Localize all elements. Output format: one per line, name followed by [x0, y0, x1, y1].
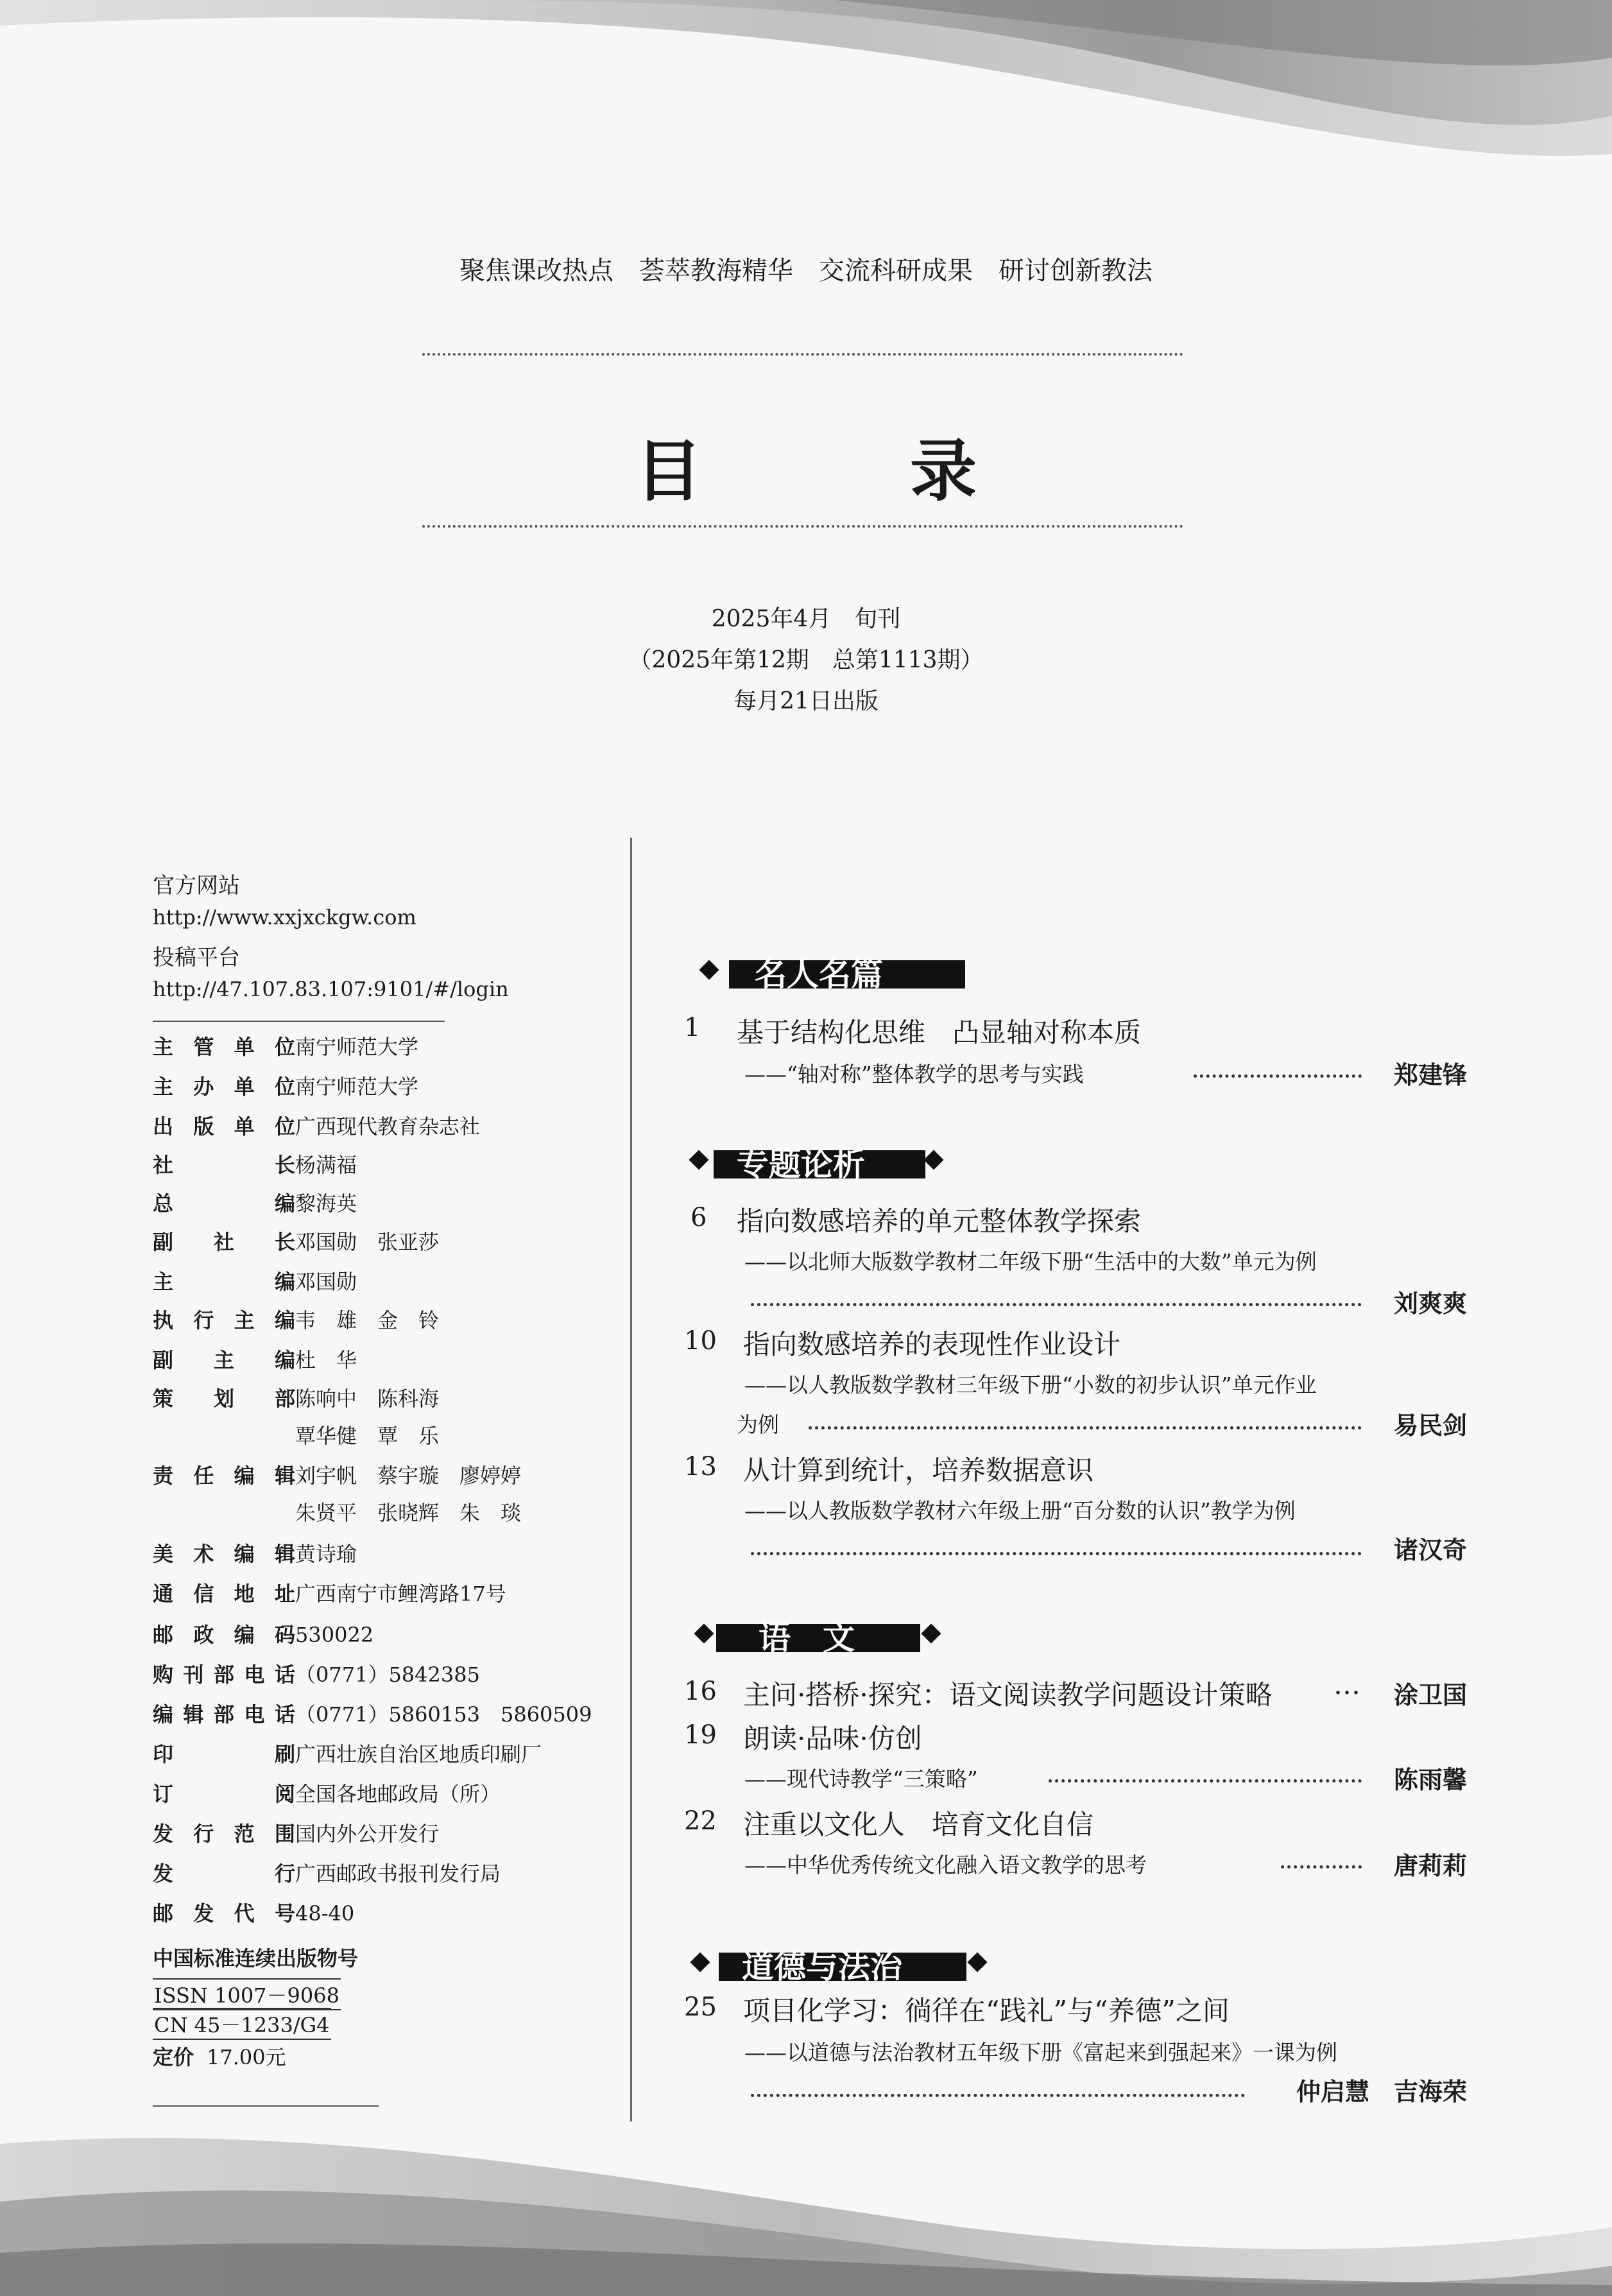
price-value: 17.00元	[207, 2045, 286, 2069]
issn	[153, 1978, 341, 2010]
toc-title[interactable]: 注重以文化人 培育文化自信	[743, 1809, 1094, 1840]
website-label: 官方网站	[153, 873, 240, 899]
info-row	[153, 1226, 439, 1256]
issue-number: （2025年第12期 总第1113期）	[628, 647, 984, 673]
info-row	[153, 1738, 542, 1768]
info-row	[153, 1778, 501, 1808]
info-label: 通信地址	[153, 1582, 295, 1606]
info-label: 主编	[153, 1270, 295, 1294]
issue-date: 2025年4月 旬刊	[711, 606, 901, 632]
toc-page: 19	[684, 1720, 717, 1750]
toc-author: 易民剑	[1393, 1411, 1467, 1440]
toc-leader	[751, 2094, 1245, 2097]
info-label: 美术编辑	[153, 1542, 295, 1566]
info-row	[153, 1698, 592, 1728]
toc-page: 6	[690, 1203, 707, 1232]
toc-title[interactable]: 朗读·品味·仿创	[743, 1723, 922, 1754]
submit-url[interactable]: http://47.107.83.107:9101/#/login	[153, 977, 509, 1001]
info-value: 黄诗瑜	[295, 1542, 357, 1566]
info-value: 全国各地邮政局（所）	[295, 1782, 501, 1806]
toc-ellipsis: …	[1333, 1669, 1360, 1700]
info-value: 黎海英	[295, 1191, 357, 1216]
info-row	[153, 1187, 357, 1217]
toc-subtitle: ——现代诗教学“三策略”	[744, 1766, 978, 1791]
toc-author: 刘爽爽	[1393, 1289, 1467, 1318]
info-value: 广西壮族自治区地质印刷厂	[295, 1742, 542, 1766]
submit-label: 投稿平台	[153, 945, 240, 971]
toc-leader	[809, 1426, 1362, 1429]
toc-subtitle: ——“轴对称”整体教学的思考与实践	[744, 1062, 1084, 1087]
info-label: 社长	[153, 1153, 295, 1177]
info-row	[153, 1149, 357, 1178]
toc-leader	[751, 1303, 1362, 1306]
std-number-label: 中国标准连续出版物号	[153, 1946, 359, 1971]
toc-title[interactable]: 项目化学习：徜徉在“践礼”与“养德”之间	[743, 1995, 1230, 2026]
info-label: 邮发代号	[153, 1901, 295, 1926]
toc-leader	[751, 1552, 1362, 1555]
info-value: 陈响中 陈科海	[295, 1386, 440, 1411]
info-row	[153, 1858, 501, 1887]
slogan: 聚焦课改热点 荟萃教海精华 交流科研成果 研讨创新教法	[459, 256, 1153, 286]
toc-leader	[1049, 1779, 1362, 1782]
toc-page: 22	[684, 1806, 717, 1836]
toc-author: 诸汉奇	[1393, 1535, 1467, 1564]
info-value: 南宁师范大学	[295, 1035, 419, 1059]
price-row	[153, 2041, 286, 2071]
diamond-icon	[689, 1150, 708, 1170]
info-row	[153, 1538, 357, 1567]
toc-author: 陈雨馨	[1393, 1765, 1467, 1794]
info-row	[153, 1578, 506, 1607]
toc-author: 郑建锋	[1393, 1060, 1467, 1089]
info-row	[153, 1304, 439, 1334]
toc-title[interactable]: 主问·搭桥·探究：语文阅读教学问题设计策略	[743, 1679, 1273, 1711]
diamond-icon	[967, 1952, 987, 1972]
info-value: 朱贤平 张晓辉 朱 琰	[295, 1501, 522, 1525]
toc-subtitle: ——以人教版数学教材三年级下册“小数的初步认识”单元作业	[744, 1372, 1317, 1397]
toc-title[interactable]: 基于结构化思维 凸显轴对称本质	[737, 1017, 1142, 1048]
info-value: 南宁师范大学	[295, 1075, 419, 1099]
issn-value: ISSN 1007－9068	[153, 1978, 341, 2010]
toc-title[interactable]: 从计算到统计，培养数据意识	[743, 1454, 1094, 1486]
info-value: 杜 华	[295, 1348, 357, 1372]
info-rule	[153, 1021, 445, 1022]
info-row	[153, 1110, 480, 1140]
toc-title[interactable]: 指向数感培养的单元整体教学探索	[737, 1205, 1142, 1237]
toc-page: 13	[684, 1452, 717, 1481]
info-row	[153, 1659, 480, 1688]
info-value: 广西南宁市鲤湾路17号	[295, 1582, 506, 1606]
info-label: 执行主编	[153, 1308, 295, 1333]
info-label: 邮政编码	[153, 1623, 295, 1647]
toc-author: 涂卫国	[1393, 1680, 1467, 1709]
divider-top	[422, 353, 1183, 356]
info-label: 发行范围	[153, 1822, 295, 1846]
info-label: 编辑部电话	[153, 1702, 295, 1727]
info-value: 邓国勋	[295, 1270, 357, 1294]
toc-page: 25	[684, 1992, 717, 2022]
info-label: 主办单位	[153, 1075, 295, 1099]
info-row	[153, 1071, 418, 1100]
toc-leader	[1194, 1075, 1362, 1078]
divider-bottom	[422, 525, 1183, 528]
info-label: 发行	[153, 1861, 295, 1886]
info-value: 48-40	[295, 1901, 355, 1926]
info-row	[153, 1266, 357, 1295]
column-divider	[630, 838, 632, 2121]
cn-value: CN 45－1233/G4	[153, 2008, 331, 2040]
toc-subtitle: ——以道德与法治教材五年级下册《富起来到强起来》一课为例	[744, 2040, 1337, 2065]
info-label: 总编	[153, 1191, 295, 1216]
info-row	[153, 1031, 418, 1060]
info-value: （0771）5860153 5860509	[295, 1702, 592, 1727]
info-row	[153, 1818, 439, 1847]
price-label: 定价	[153, 2045, 194, 2069]
page-title: 目 录	[635, 432, 1047, 510]
toc-subtitle: ——中华优秀传统文化融入语文教学的思考	[744, 1852, 1147, 1877]
info-value: 覃华健 覃 乐	[295, 1424, 440, 1448]
info-row	[153, 1383, 439, 1412]
info-value: 邓国勋 张亚莎	[295, 1230, 440, 1254]
diamond-icon	[699, 960, 719, 980]
info-label: 购刊部电话	[153, 1662, 295, 1687]
info-value: （0771）5842385	[295, 1662, 480, 1687]
toc-author: 唐莉莉	[1393, 1851, 1467, 1880]
info-row	[153, 1497, 521, 1526]
top-wave-decoration	[0, 0, 1612, 180]
info-row	[153, 1460, 521, 1489]
diamond-icon	[694, 1623, 714, 1643]
info-label: 印刷	[153, 1742, 295, 1766]
info-value: 广西邮政书报刊发行局	[295, 1861, 501, 1886]
toc-subtitle: ——以人教版数学教材六年级上册“百分数的认识”教学为例	[744, 1498, 1296, 1523]
website-url[interactable]: http://www.xxjxckgw.com	[153, 905, 416, 929]
diamond-icon	[690, 1952, 710, 1972]
info-value: 杨满福	[295, 1153, 357, 1177]
info-value: 刘宇帆 蔡宇璇 廖婷婷	[295, 1463, 522, 1488]
toc-leader	[1281, 1865, 1362, 1869]
toc-title[interactable]: 指向数感培养的表现性作业设计	[743, 1329, 1121, 1360]
info-row	[153, 1619, 373, 1648]
info-row	[153, 1344, 357, 1374]
diamond-icon	[921, 1623, 941, 1643]
info-label: 责任编辑	[153, 1463, 295, 1488]
toc-subtitle: ——以北师大版数学教材二年级下册“生活中的大数”单元为例	[744, 1249, 1317, 1274]
section-label: 道德与法治	[742, 1948, 902, 1985]
section-label: 语 文	[759, 1619, 855, 1657]
info-label: 副社长	[153, 1230, 295, 1254]
info-label: 主管单位	[153, 1035, 295, 1059]
info-label: 副主编	[153, 1348, 295, 1372]
publish-day: 每月21日出版	[733, 688, 879, 714]
toc-page: 16	[684, 1677, 717, 1706]
info-row	[153, 1420, 439, 1449]
info-value: 530022	[295, 1623, 374, 1647]
info-row	[153, 1897, 354, 1927]
info-value: 韦 雄 金 铃	[295, 1308, 440, 1333]
section-label: 专题论析	[737, 1146, 865, 1183]
info-value: 广西现代教育杂志社	[295, 1114, 481, 1139]
toc-page: 1	[684, 1013, 701, 1042]
info-rule-bottom	[153, 2105, 379, 2107]
info-label: 订阅	[153, 1782, 295, 1806]
bottom-wave-decoration	[0, 2093, 1612, 2296]
cn	[153, 2008, 331, 2040]
info-value: 国内外公开发行	[295, 1822, 440, 1846]
diamond-icon	[923, 1150, 943, 1170]
toc-subtitle-cont: 为例	[737, 1412, 779, 1437]
toc-author: 仲启慧 吉海荣	[1296, 2077, 1467, 2106]
toc-page: 10	[684, 1326, 717, 1356]
info-label: 出版单位	[153, 1114, 295, 1139]
section-label: 名人名篇	[755, 956, 883, 993]
info-label: 策划部	[153, 1386, 295, 1411]
